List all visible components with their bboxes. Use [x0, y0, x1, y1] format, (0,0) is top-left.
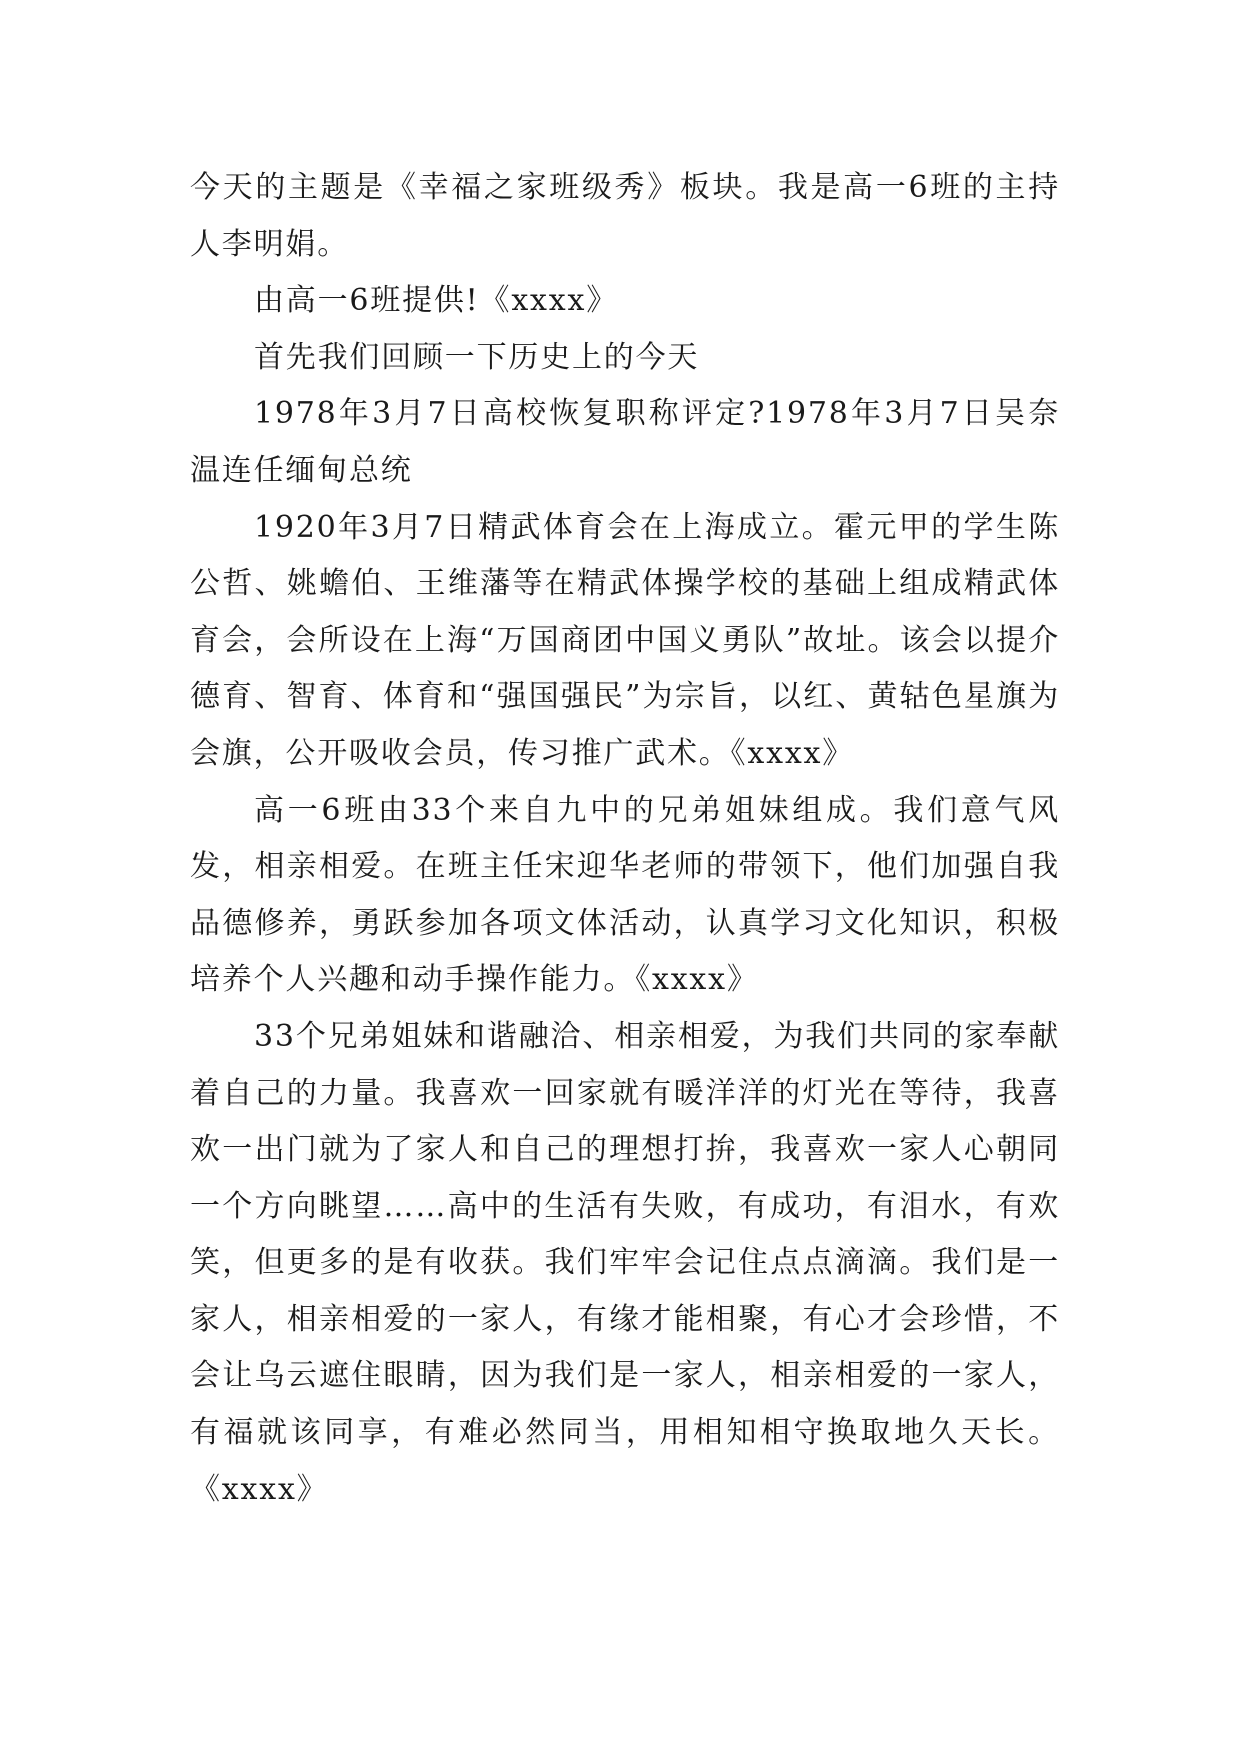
paragraph-intro: 今天的主题是《幸福之家班级秀》板块。我是高一6班的主持人李明娟。	[190, 170, 1060, 262]
paragraph-history-1920: 1920年3月7日精武体育会在上海成立。霍元甲的学生陈公哲、姚蟾伯、王维藩等在精武体操学校的基础上组成精武体育会，会所设在上海“万国商团中国义勇队”故址。该会以提介德育、智育、体育和“强国强民”为宗旨，以红、黄轱色星旗为会旗，公开吸收会员，传习推广武术。《xxxx》	[190, 509, 1060, 771]
paragraph-history-intro: 首先我们回顾一下历史上的今天	[254, 339, 700, 375]
document-body	[190, 160, 1060, 1518]
paragraph-history-1978: 1978年3月7日高校恢复职称评定?1978年3月7日吴奈温连任缅甸总统	[190, 396, 1060, 488]
paragraph-class-intro: 高一6班由33个来自九中的兄弟姐妹组成。我们意气风发，相亲相爱。在班主任宋迎华老师的带领下，他们加强自我品德修养，勇跃参加各项文体活动，认真学习文化知识，积极培养个人兴趣和动手操作能力。《xxxx》	[190, 792, 1060, 998]
paragraph-provided-by: 由高一6班提供!《xxxx》	[254, 283, 619, 319]
paragraph-family: 33个兄弟姐妹和谐融洽、相亲相爱，为我们共同的家奉献着自己的力量。我喜欢一回家就有暖洋洋的灯光在等待，我喜欢一出门就为了家人和自己的理想打拚，我喜欢一家人心朝同一个方向眺望……高中的生活有失败，有成功，有泪水，有欢笑，但更多的是有收获。我们牢牢会记住点点滴滴。我们是一家人，相亲相爱的一家人，有缘才能相聚，有心才会珍惜，不会让乌云遮住眼睛，因为我们是一家人，相亲相爱的一家人，有福就该同享，有难必然同当，用相知相守换取地久天长。《xxxx》	[190, 1018, 1060, 1507]
